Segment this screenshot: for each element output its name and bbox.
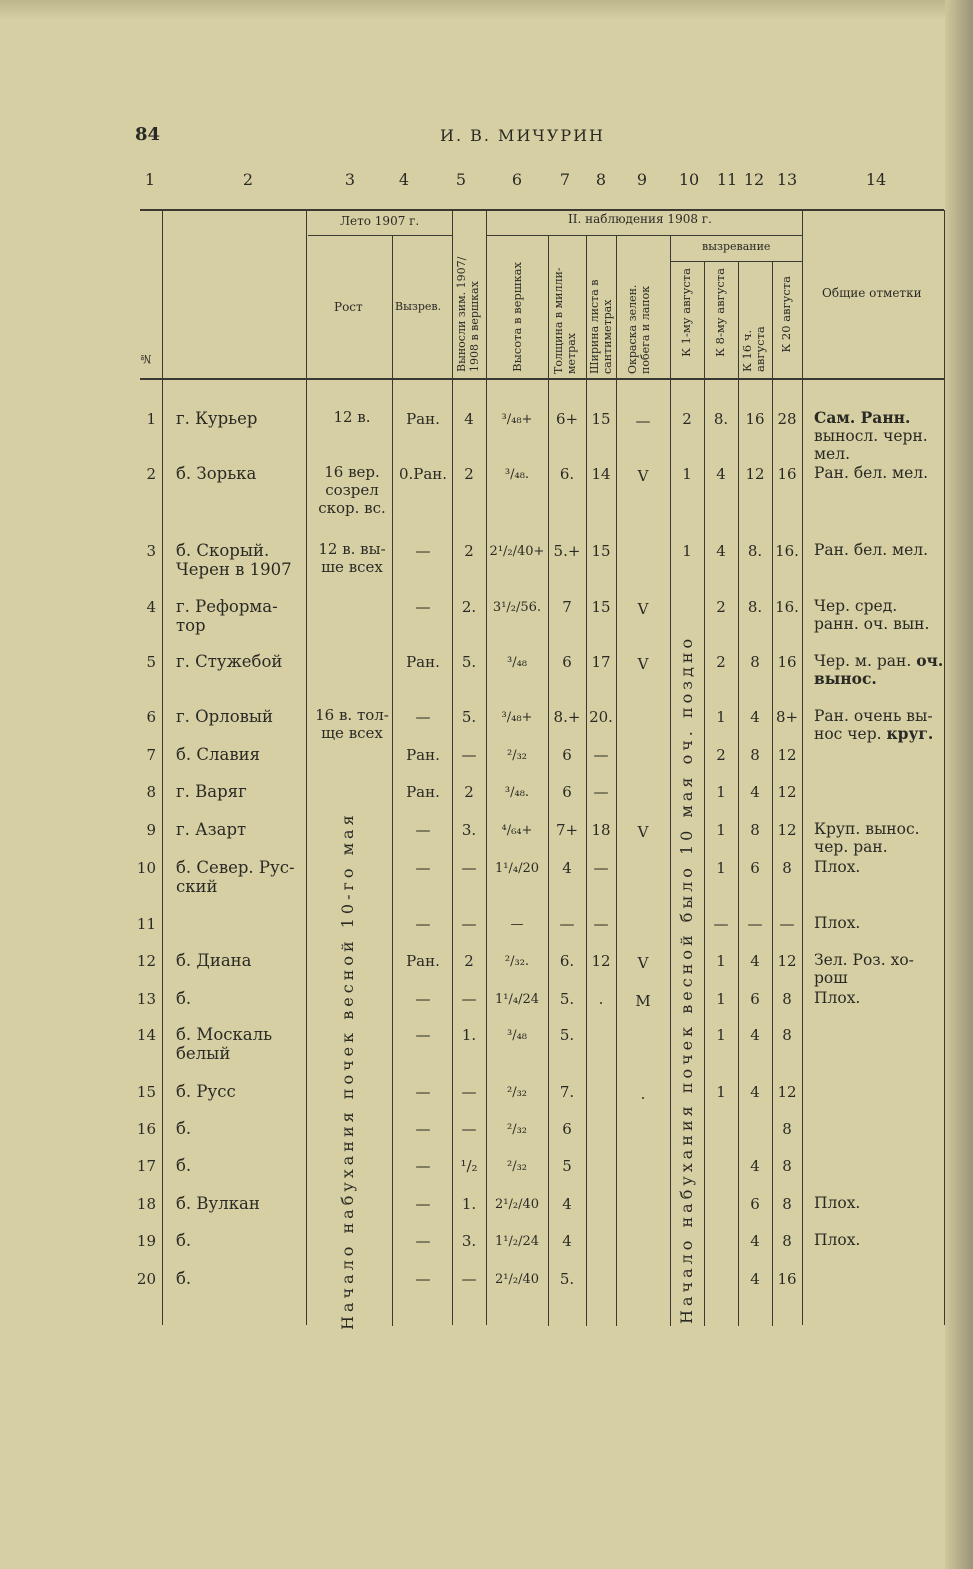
header-growth: Рост — [334, 300, 363, 314]
winter-hardiness: — — [461, 990, 477, 1008]
column-number: 4 — [398, 170, 410, 189]
general-notes: Чер. м. ран. оч. вынос. — [814, 651, 944, 688]
variety-name: б. — [176, 989, 192, 1008]
column-number: 10 — [678, 170, 700, 189]
ripening-1907: Ран. — [406, 952, 440, 970]
ripe-aug20: 16 — [777, 465, 797, 483]
variety-name: б. Москаль белый — [176, 1025, 273, 1063]
thickness-mm: 4 — [562, 859, 572, 877]
general-notes: Ран. очень вы- нос чер. круг. — [814, 707, 934, 743]
ripe-aug20: — — [779, 915, 795, 933]
row-number: 4 — [146, 598, 156, 616]
height-vershok: ³/₄₈. — [504, 467, 530, 482]
ripening-1907: 0.Ран. — [398, 465, 448, 483]
thickness-mm: 7 — [562, 598, 572, 616]
ripe-aug1: 1 — [682, 542, 692, 560]
ripe-aug20: 16. — [775, 542, 799, 560]
variety-name: б. — [176, 1156, 192, 1175]
row-number: 13 — [136, 990, 156, 1008]
header-winter-hardiness: Выносли зим. 1907/ 1908 в вершках — [455, 256, 481, 372]
header-summer-1907: Лето 1907 г. — [340, 214, 420, 228]
ripe-aug16: 8 — [750, 746, 760, 764]
thickness-mm: 6 — [562, 746, 572, 764]
ripening-1907: — — [415, 1120, 431, 1138]
variety-name: б. — [176, 1119, 192, 1138]
ripening-1907: Ран. — [406, 653, 440, 671]
ripe-aug8: 4 — [716, 542, 726, 560]
ripe-aug1: 2 — [682, 410, 692, 428]
shoot-coloring: V — [637, 600, 649, 618]
leaf-width-cm: — — [593, 746, 609, 764]
vrule — [586, 236, 587, 1326]
height-vershok: ³/₄₈+ — [501, 412, 533, 427]
ripe-aug16: — — [747, 915, 763, 933]
header-ripening-group: вызревание — [702, 240, 771, 253]
header-aug20: К 20 августа — [779, 276, 793, 353]
ripe-aug20: 28 — [777, 410, 797, 428]
row-number: 18 — [136, 1195, 156, 1213]
general-notes-bold: оч. вынос. — [814, 651, 944, 688]
ripe-aug1: 1 — [682, 465, 692, 483]
vrule — [392, 236, 393, 1326]
general-notes: Ран. бел. мел. — [814, 541, 929, 559]
winter-hardiness: 4 — [464, 410, 474, 428]
general-notes: Чер. сред. ранн. оч. вын. — [814, 597, 930, 633]
vrule — [486, 210, 487, 1325]
ripe-aug16: 4 — [750, 1026, 760, 1044]
ripening-1907: Ран. — [406, 783, 440, 801]
ripe-aug8: 2 — [716, 653, 726, 671]
vrule — [670, 236, 671, 1326]
general-notes: Плох. — [814, 914, 861, 932]
ripe-aug16: 4 — [750, 1270, 760, 1288]
winter-hardiness: — — [461, 915, 477, 933]
vrule — [616, 236, 617, 1326]
ripe-aug8: 1 — [716, 952, 726, 970]
thickness-mm: 5.+ — [553, 542, 581, 560]
ripening-1907: — — [415, 1270, 431, 1288]
height-vershok: ³/₄₈ — [506, 1028, 527, 1043]
ripening-1907: — — [415, 542, 431, 560]
height-vershok: — — [510, 917, 524, 932]
ripe-aug8: — — [713, 915, 729, 933]
ripening-1907: — — [415, 1195, 431, 1213]
ripening-1907: — — [415, 821, 431, 839]
winter-hardiness: — — [461, 1083, 477, 1101]
column-number: 5 — [455, 170, 467, 189]
leaf-width-cm: 15 — [591, 542, 611, 560]
header-thickness: Толщина в милли- метрах — [552, 267, 578, 374]
height-vershok: ⁴/₆₄+ — [501, 823, 533, 838]
row-number: 10 — [136, 859, 156, 877]
ripe-aug20: 8 — [782, 1120, 792, 1138]
winter-hardiness: — — [461, 1120, 477, 1138]
ripe-aug20: 16 — [777, 653, 797, 671]
row-number: 12 — [136, 952, 156, 970]
variety-name: б. Скорый. Черен в 1907 — [176, 541, 292, 579]
ripe-aug16: 6 — [750, 859, 760, 877]
winter-hardiness: 3. — [461, 821, 477, 839]
variety-name: г. Стужебой — [176, 652, 283, 671]
leaf-width-cm: . — [598, 990, 604, 1008]
column-number: 9 — [636, 170, 648, 189]
shoot-coloring: V — [637, 954, 649, 972]
height-vershok: 1¹/₄/20 — [495, 861, 539, 876]
row-number: 20 — [136, 1270, 156, 1288]
row-number: 2 — [146, 465, 156, 483]
height-vershok: ²/₃₂ — [506, 1122, 527, 1137]
shoot-coloring: V — [637, 823, 649, 841]
rule-sub-ripening — [670, 261, 802, 262]
variety-name: б. — [176, 1269, 192, 1288]
height-vershok: 1¹/₄/24 — [495, 992, 539, 1007]
thickness-mm: 6. — [559, 465, 575, 483]
column-number: 13 — [776, 170, 798, 189]
winter-hardiness: 2 — [464, 783, 474, 801]
winter-hardiness: — — [461, 746, 477, 764]
leaf-width-cm: 18 — [591, 821, 611, 839]
row-number: 16 — [136, 1120, 156, 1138]
vertical-note-col3: Начало набухания почек весной 10-го мая — [338, 811, 357, 1330]
ripe-aug16: 4 — [750, 1157, 760, 1175]
ripe-aug16: 4 — [750, 708, 760, 726]
header-no: № — [139, 352, 153, 366]
general-notes: Плох. — [814, 1231, 861, 1249]
height-vershok: ²/₃₂. — [504, 954, 530, 969]
ripe-aug20: 8 — [782, 1157, 792, 1175]
column-number: 1 — [144, 170, 156, 189]
ripe-aug8: 1 — [716, 1026, 726, 1044]
ripe-aug16: 4 — [750, 783, 760, 801]
general-notes-bold: Сам. Ранн. — [814, 408, 911, 427]
winter-hardiness: 5. — [461, 708, 477, 726]
ripe-aug8: 1 — [716, 783, 726, 801]
page-edge-top — [0, 0, 973, 20]
winter-hardiness: ¹/₂ — [460, 1157, 478, 1175]
ripe-aug20: 8 — [782, 1026, 792, 1044]
variety-name: б. Зорька — [176, 464, 257, 483]
vrule — [802, 210, 803, 1325]
row-number: 17 — [136, 1157, 156, 1175]
variety-name: б. Вулкан — [176, 1194, 260, 1213]
thickness-mm: — — [559, 915, 575, 933]
ripe-aug20: 12 — [777, 952, 797, 970]
winter-hardiness: 1. — [461, 1026, 477, 1044]
winter-hardiness: — — [461, 859, 477, 877]
general-notes: Плох. — [814, 989, 861, 1007]
ripe-aug20: 8 — [782, 990, 792, 1008]
ripe-aug16: 6 — [750, 1195, 760, 1213]
thickness-mm: 6+ — [555, 410, 579, 428]
column-number: 7 — [559, 170, 571, 189]
height-vershok: ²/₃₂ — [506, 1085, 527, 1100]
row-number: 15 — [136, 1083, 156, 1101]
ripening-1907: — — [415, 708, 431, 726]
ripe-aug16: 8. — [747, 542, 763, 560]
ripening-1907: — — [415, 1232, 431, 1250]
height-vershok: 2¹/₂/40 — [495, 1197, 539, 1212]
leaf-width-cm: — — [593, 783, 609, 801]
variety-name: г. Варяг — [176, 782, 247, 801]
height-vershok: 3¹/₂/56. — [492, 600, 542, 615]
page-edge-right — [945, 0, 973, 1569]
leaf-width-cm: 15 — [591, 410, 611, 428]
header-observations-1908: II. наблюдения 1908 г. — [568, 212, 712, 226]
page-number: 84 — [135, 124, 161, 145]
thickness-mm: 4 — [562, 1232, 572, 1250]
row-number: 7 — [146, 746, 156, 764]
ripe-aug20: 8 — [782, 1232, 792, 1250]
ripe-aug20: 12 — [777, 1083, 797, 1101]
ripe-aug8: 2 — [716, 746, 726, 764]
ripe-aug8: 4 — [716, 465, 726, 483]
ripening-1907: — — [415, 990, 431, 1008]
thickness-mm: 6 — [562, 653, 572, 671]
variety-name: г. Реформа- тор — [176, 597, 278, 635]
thickness-mm: 5. — [559, 1026, 575, 1044]
shoot-coloring: . — [640, 1085, 646, 1103]
shoot-coloring: V — [637, 467, 649, 485]
growth-1907: 12 в. — [333, 408, 371, 426]
height-vershok: ²/₃₂ — [506, 748, 527, 763]
variety-name: б. Север. Рус- ский — [176, 858, 295, 896]
row-number: 6 — [146, 708, 156, 726]
header-notes: Общие отметки — [822, 286, 922, 300]
general-notes: Сам. Ранн. выносл. черн. мел. — [814, 408, 928, 463]
header-aug1: К 1-му августа — [679, 268, 693, 357]
ripening-1907: — — [415, 915, 431, 933]
leaf-width-cm: 12 — [591, 952, 611, 970]
winter-hardiness: 1. — [461, 1195, 477, 1213]
ripe-aug8: 1 — [716, 859, 726, 877]
header-height: Высота в вершках — [510, 262, 524, 372]
rule-sub-1908 — [486, 235, 802, 236]
ripening-1907: Ран. — [406, 746, 440, 764]
leaf-width-cm: 20. — [589, 708, 613, 726]
ripe-aug8: 2 — [716, 598, 726, 616]
row-number: 14 — [136, 1026, 156, 1044]
growth-1907: 12 в. вы- ше всех — [318, 540, 386, 576]
ripe-aug8: 8. — [713, 410, 729, 428]
variety-name: б. Диана — [176, 951, 252, 970]
ripe-aug8: 1 — [716, 821, 726, 839]
ripe-aug20: 8 — [782, 859, 792, 877]
ripe-aug8: 1 — [716, 1083, 726, 1101]
column-number: 2 — [242, 170, 254, 189]
variety-name: б. Русс — [176, 1082, 236, 1101]
ripening-1907: Ран. — [406, 410, 440, 428]
ripe-aug20: 16 — [777, 1270, 797, 1288]
winter-hardiness: 2. — [461, 598, 477, 616]
variety-name: г. Азарт — [176, 820, 247, 839]
rule-sub-1907 — [308, 235, 452, 236]
ripening-1907: — — [415, 1157, 431, 1175]
winter-hardiness: 2 — [464, 542, 474, 560]
column-number: 11 — [716, 170, 738, 189]
ripe-aug16: 8. — [747, 598, 763, 616]
leaf-width-cm: 14 — [591, 465, 611, 483]
vrule — [944, 210, 945, 1325]
general-notes: Плох. — [814, 858, 861, 876]
height-vershok: ²/₃₂ — [506, 1159, 527, 1174]
leaf-width-cm: — — [593, 915, 609, 933]
row-number: 5 — [146, 653, 156, 671]
ripe-aug16: 8 — [750, 653, 760, 671]
column-number: 12 — [743, 170, 765, 189]
variety-name: г. Курьер — [176, 409, 258, 428]
variety-name: б. — [176, 1231, 192, 1250]
height-vershok: 2¹/₂/40+ — [489, 544, 545, 559]
general-notes: Ран. бел. мел. — [814, 464, 929, 482]
header-leaf-width: Ширина листа в сантиметрах — [588, 279, 614, 374]
ripening-1907: — — [415, 598, 431, 616]
vertical-note-col10: Начало набухания почек весной было 10 мая оч. поздно — [677, 634, 696, 1324]
leaf-width-cm: — — [593, 859, 609, 877]
header-ripening: Вызрев. — [395, 300, 442, 313]
rule-header-bottom — [140, 378, 944, 380]
general-notes: Круп. вынос. чер. ран. — [814, 820, 920, 856]
ripe-aug16: 4 — [750, 1232, 760, 1250]
ripe-aug16: 16 — [745, 410, 765, 428]
ripe-aug20: 12 — [777, 783, 797, 801]
leaf-width-cm: 17 — [591, 653, 611, 671]
leaf-width-cm: 15 — [591, 598, 611, 616]
thickness-mm: 5 — [562, 1157, 572, 1175]
height-vershok: ³/₄₈. — [504, 785, 530, 800]
growth-1907: 16 в. тол- ще всех — [315, 706, 389, 742]
ripening-1907: — — [415, 859, 431, 877]
ripe-aug20: 8 — [782, 1195, 792, 1213]
winter-hardiness: — — [461, 1270, 477, 1288]
row-number: 9 — [146, 821, 156, 839]
header-coloring: Окраска зелен. побега и лапок — [626, 284, 652, 374]
ripe-aug20: 16. — [775, 598, 799, 616]
winter-hardiness: 5. — [461, 653, 477, 671]
thickness-mm: 6. — [559, 952, 575, 970]
winter-hardiness: 2 — [464, 465, 474, 483]
height-vershok: ³/₄₈ — [506, 655, 527, 670]
ripening-1907: — — [415, 1026, 431, 1044]
thickness-mm: 5. — [559, 990, 575, 1008]
column-number: 14 — [865, 170, 887, 189]
height-vershok: ³/₄₈+ — [501, 710, 533, 725]
growth-1907: 16 вер. созрел скор. вс. — [318, 463, 386, 517]
ripe-aug20: 12 — [777, 821, 797, 839]
ripe-aug20: 12 — [777, 746, 797, 764]
general-notes: Плох. — [814, 1194, 861, 1212]
general-notes: Зел. Роз. хо- рош — [814, 951, 914, 987]
column-number: 6 — [511, 170, 523, 189]
ripening-1907: — — [415, 1083, 431, 1101]
vrule — [162, 210, 163, 1325]
ripe-aug16: 6 — [750, 990, 760, 1008]
thickness-mm: 5. — [559, 1270, 575, 1288]
shoot-coloring: — — [635, 412, 651, 430]
winter-hardiness: 2 — [464, 952, 474, 970]
ripe-aug8: 1 — [716, 708, 726, 726]
thickness-mm: 4 — [562, 1195, 572, 1213]
ripe-aug16: 4 — [750, 1083, 760, 1101]
height-vershok: 2¹/₂/40 — [495, 1272, 539, 1287]
winter-hardiness: 3. — [461, 1232, 477, 1250]
vrule — [306, 210, 307, 1325]
shoot-coloring: V — [637, 655, 649, 673]
ripe-aug8: 1 — [716, 990, 726, 1008]
column-number: 3 — [344, 170, 356, 189]
row-number: 1 — [146, 410, 156, 428]
ripe-aug16: 12 — [745, 465, 765, 483]
header-aug16: К 16 ч. августа — [740, 326, 767, 372]
row-number: 19 — [136, 1232, 156, 1250]
row-number: 8 — [146, 783, 156, 801]
header-aug8: К 8-му августа — [713, 268, 727, 357]
general-notes-bold: круг. — [886, 724, 934, 743]
variety-name: б. Славия — [176, 745, 261, 764]
ripe-aug16: 4 — [750, 952, 760, 970]
height-vershok: 1¹/₂/24 — [495, 1234, 539, 1249]
row-number: 3 — [146, 542, 156, 560]
shoot-coloring: M — [635, 992, 651, 1010]
thickness-mm: 8.+ — [553, 708, 581, 726]
thickness-mm: 6 — [562, 1120, 572, 1138]
thickness-mm: 6 — [562, 783, 572, 801]
thickness-mm: 7. — [559, 1083, 575, 1101]
variety-name: г. Орловый — [176, 707, 274, 726]
running-title: И. В. МИЧУРИН — [440, 126, 605, 145]
rule-top — [140, 209, 944, 211]
column-number: 8 — [595, 170, 607, 189]
ripe-aug20: 8+ — [775, 708, 799, 726]
ripe-aug16: 8 — [750, 821, 760, 839]
thickness-mm: 7+ — [555, 821, 579, 839]
row-number: 11 — [136, 915, 156, 933]
